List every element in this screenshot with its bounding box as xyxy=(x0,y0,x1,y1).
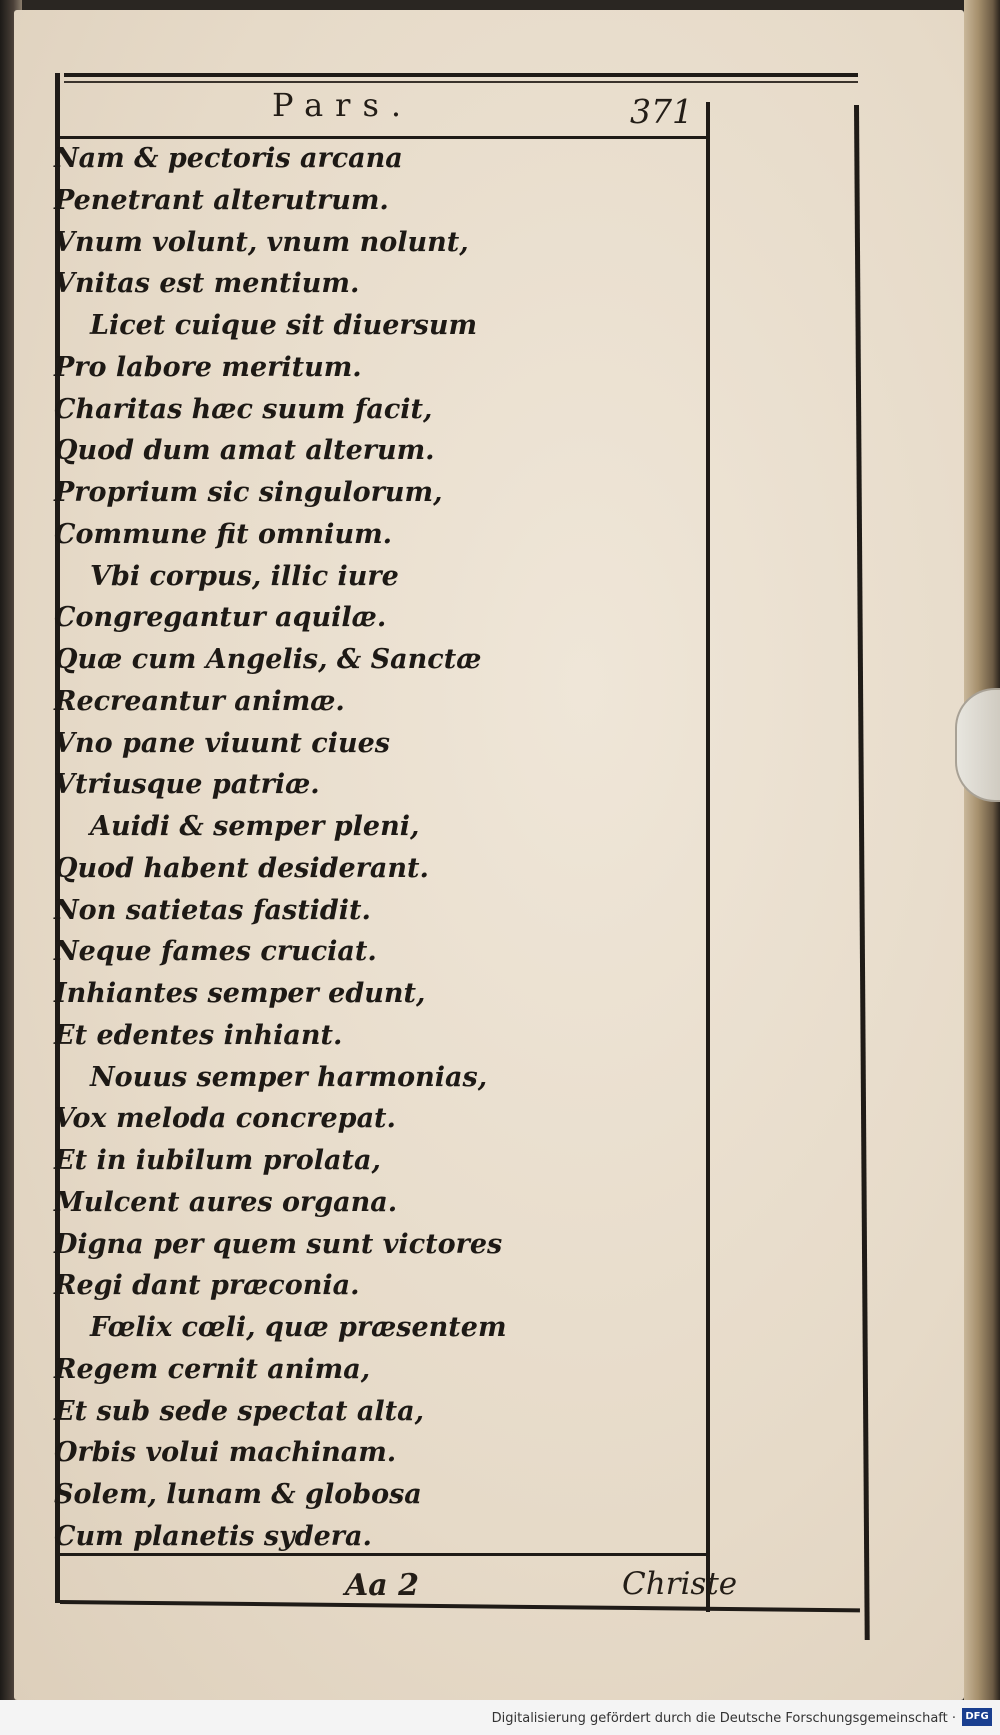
poem-line: Digna per quem sunt victores xyxy=(54,1228,503,1260)
catchword: Christe xyxy=(622,1566,738,1602)
poem-line: Inhiantes semper edunt, xyxy=(54,978,426,1009)
book-edge-right xyxy=(964,0,1000,1735)
poem-line: Neque fames cruciat. xyxy=(54,936,377,968)
poem-line: Vbi corpus, illic iure xyxy=(90,560,399,592)
poem-line: Et edentes inhiant. xyxy=(54,1019,343,1051)
poem-line: Orbis volui machinam. xyxy=(54,1437,397,1469)
poem-line: Recreantur animæ. xyxy=(54,685,345,717)
poem-line: Nouus semper harmonias, xyxy=(90,1061,488,1093)
poem-line: Regem cernit anima, xyxy=(54,1353,371,1385)
poem-line: Vno pane viuunt ciues xyxy=(54,727,390,759)
poem-line: Regi dant præconia. xyxy=(54,1270,360,1302)
signature-mark: Aa 2 xyxy=(345,1568,420,1603)
poem-line: Charitas hæc suum facit, xyxy=(54,393,433,425)
poem-line: Vnum volunt, vnum nolunt, xyxy=(54,226,469,258)
poem-line: Quod habent desiderant. xyxy=(54,852,429,884)
frame-rule-right-inner xyxy=(706,102,710,1612)
running-head: Pars. xyxy=(272,86,414,124)
poem-line: Cum planetis sydera. xyxy=(54,1520,372,1552)
poem-line: Quod dum amat alterum. xyxy=(54,435,435,467)
poem-line: Commune fit omnium. xyxy=(54,518,393,550)
book-clasp xyxy=(955,688,1000,802)
poem-line: Penetrant alterutrum. xyxy=(54,184,389,216)
poem-line: Et in iubilum prolata, xyxy=(54,1145,381,1176)
poem-line: Mulcent aures organa. xyxy=(54,1186,398,1218)
dfg-logo-icon: DFG xyxy=(962,1708,992,1726)
poem-line: Vnitas est mentium. xyxy=(54,268,360,300)
frame-rule-top xyxy=(64,73,858,77)
poem-line: Quæ cum Angelis, & Sanctæ xyxy=(54,644,482,675)
poem-line: Congregantur aquilæ. xyxy=(54,602,387,634)
poem-line: Fœlix cœli, quæ præsentem xyxy=(90,1312,507,1343)
poem-text xyxy=(54,138,694,1558)
poem-line: Auidi & semper pleni, xyxy=(90,811,420,842)
poem-line: Pro labore meritum. xyxy=(54,351,362,383)
frame-rule-top-secondary xyxy=(64,81,858,83)
poem-line: Vtriusque patriæ. xyxy=(54,769,320,801)
poem-line: Proprium sic singulorum, xyxy=(54,477,443,508)
poem-line: Licet cuique sit diuersum xyxy=(90,310,478,341)
poem-line: Vox meloda concrepat. xyxy=(54,1103,396,1135)
page-number: 371 xyxy=(630,92,693,131)
poem-line: Et sub sede spectat alta, xyxy=(54,1395,425,1427)
poem-line: Nam & pectoris arcana xyxy=(54,143,403,174)
digitization-credit: Digitalisierung gefördert durch die Deutsche Forschungsgemeinschaft · xyxy=(491,1711,956,1726)
poem-line: Solem, lunam & globosa xyxy=(54,1479,422,1510)
poem-line: Non satietas fastidit. xyxy=(54,894,371,926)
